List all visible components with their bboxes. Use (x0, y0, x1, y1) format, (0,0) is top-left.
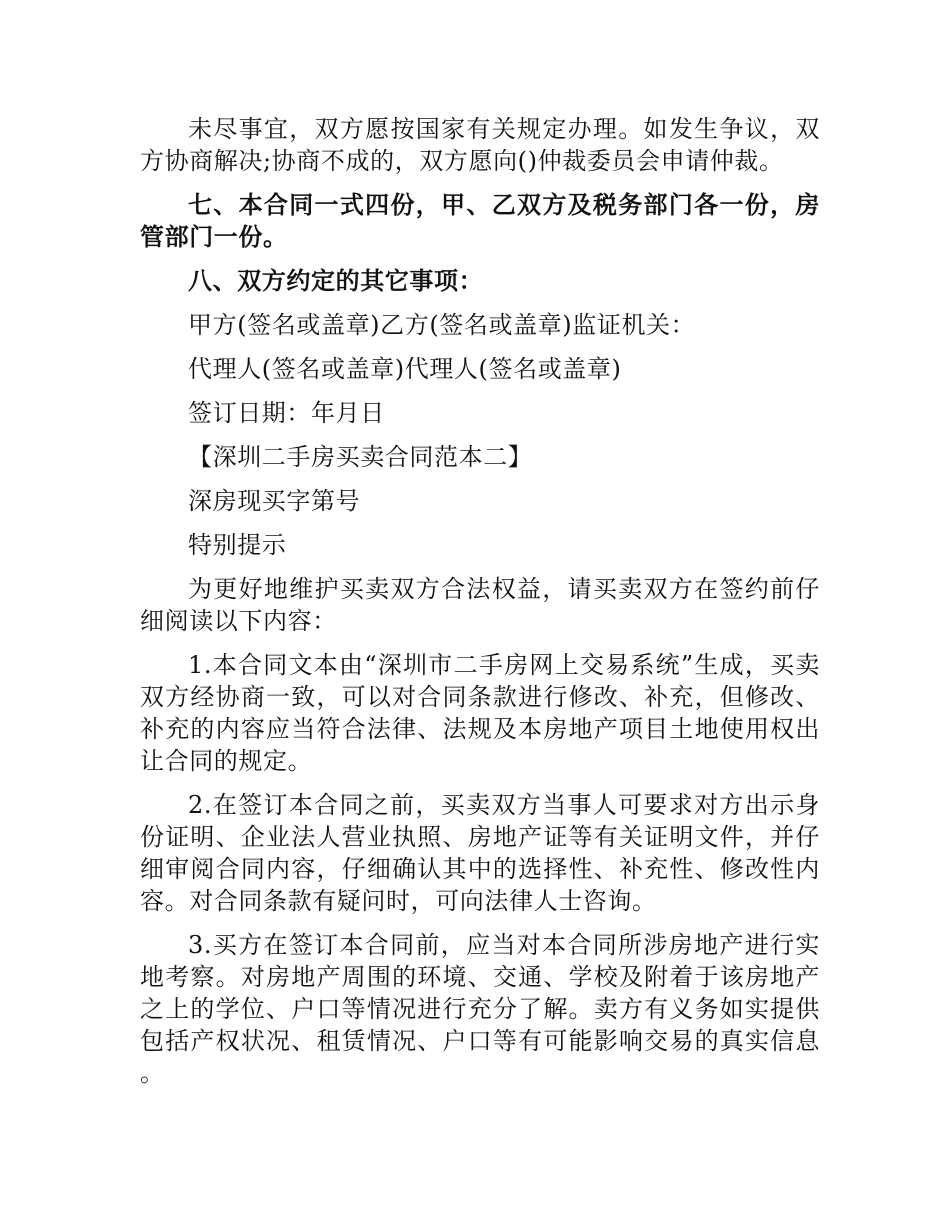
paragraph-notice-item-1: 1.本合同文本由“深圳市二手房网上交易系统”生成，买卖双方经协商一致，可以对合同条款进行修改、补充，但修改、补充的内容应当符合法律、法规及本房地产项目土地使用权出让合同的规定。 (140, 651, 820, 775)
paragraph-signatures-parties: 甲方(签名或盖章)乙方(签名或盖章)监证机关： (188, 311, 696, 339)
paragraph-special-notice: 特别提示 (188, 531, 287, 559)
paragraph-dispute-resolution: 未尽事宜，双方愿按国家有关规定办理。如发生争议，双方协商解决;协商不成的，双方愿向()仲裁委员会申请仲裁。 (140, 115, 820, 175)
paragraph-notice-item-2: 2.在签订本合同之前，买卖双方当事人可要求对方出示身份证明、企业法人营业执照、房地产证等有关证明文件，并仔细审阅合同内容，仔细确认其中的选择性、补充性、修改性内容。对合同条款有疑问时，可向法律人士咨询。 (140, 791, 820, 915)
paragraph-template-two-heading: 【深圳二手房买卖合同范本二】 (188, 443, 533, 471)
paragraph-notice-intro: 为更好地维护买卖双方合法权益，请买卖双方在签约前仔细阅读以下内容： (140, 575, 820, 635)
paragraph-contract-number: 深房现买字第号 (188, 487, 361, 515)
paragraph-notice-item-3: 3.买方在签订本合同前，应当对本合同所涉房地产进行实地考察。对房地产周围的环境、交通、学校及附着于该房地产之上的学位、户口等情况进行充分了解。卖方有义务如实提供包括产权状况、租赁情况、户口等有可能影响交易的真实信息。 (140, 931, 820, 1087)
document-body (140, 113, 820, 1101)
paragraph-clause-seven: 七、本合同一式四份，甲、乙双方及税务部门各一份，房管部门一份。 (140, 190, 820, 251)
paragraph-signing-date: 签订日期：年月日 (188, 399, 385, 427)
paragraph-clause-eight: 八、双方约定的其它事项： (188, 266, 484, 295)
paragraph-signatures-agents: 代理人(签名或盖章)代理人(签名或盖章) (188, 355, 622, 383)
